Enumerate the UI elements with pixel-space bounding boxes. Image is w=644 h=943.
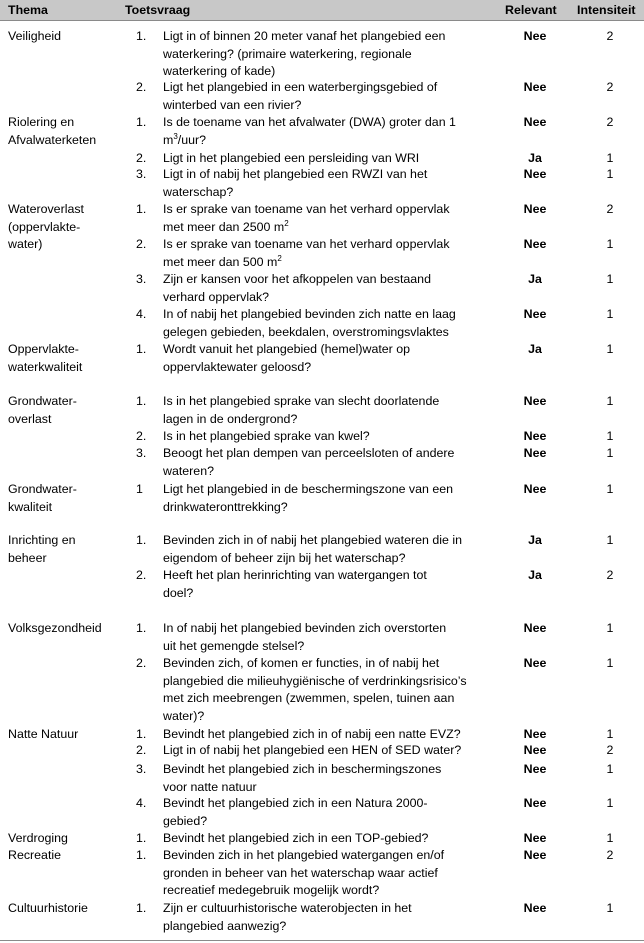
question-number: 1. <box>136 848 147 862</box>
question-text: met meer dan 2500 $m^2$ <box>163 218 289 234</box>
question-number: 2. <box>136 151 147 165</box>
relevant-value: Nee <box>523 202 547 216</box>
question-text: Heeft het plan herinrichting van watergangen tot <box>163 568 427 582</box>
question-number: 1. <box>136 533 147 547</box>
question-text: Ligt in of nabij het plangebied een RWZI van het <box>163 167 428 181</box>
relevant-value: Nee <box>523 901 547 915</box>
intensiteit-value: 1 <box>606 831 614 845</box>
question-text: Bevinden zich in of nabij het plangebied wateren die in <box>163 533 462 547</box>
question-text: waterkering of kade) <box>163 64 276 78</box>
question-text: Ligt in het plangebied een persleiding van WRI <box>163 151 420 165</box>
question-text: drinkwateronttrekking? <box>163 499 288 514</box>
intensiteit-value: 2 <box>606 848 614 862</box>
table-bottom-border <box>0 940 644 941</box>
question-text: gelegen gebieden, beekdalen, overstromingsvlaktes <box>163 324 449 339</box>
thema-label: Inrichting en <box>8 533 76 547</box>
relevant-value: Nee <box>523 29 547 43</box>
thema-label: Riolering en <box>8 115 75 129</box>
thema-label: Veiligheid <box>8 29 62 43</box>
table-header <box>0 0 644 21</box>
relevant-value: Nee <box>523 446 547 460</box>
question-text: Ligt het plangebied in een waterbergingsgebied of <box>163 80 438 94</box>
intensiteit-value: 1 <box>606 727 614 741</box>
intensiteit-value: 2 <box>606 29 614 43</box>
question-number: 2. <box>136 656 147 670</box>
question-text: met meer dan 500 $m^2$ <box>163 253 282 269</box>
question-text: gebied? <box>163 813 208 828</box>
question-number: 1. <box>136 29 147 43</box>
relevant-value: Ja <box>528 533 542 547</box>
question-text: eigendom of beheer zijn bij het waterschap? <box>163 550 406 565</box>
question-text: Is de toename van het afvalwater (DWA) groter dan 1 <box>163 115 456 129</box>
intensiteit-value: 1 <box>606 342 614 356</box>
question-text: In of nabij het plangebied bevinden zich natte en laag <box>163 307 456 321</box>
intensiteit-value: 1 <box>606 237 614 251</box>
intensiteit-value: 1 <box>606 167 614 181</box>
relevant-value: Nee <box>523 743 547 757</box>
thema-label: (oppervlakte- <box>8 219 81 234</box>
intensiteit-value: 1 <box>606 762 614 776</box>
relevant-value: Nee <box>523 727 547 741</box>
question-text: Bevindt het plangebied zich in beschermingszones <box>163 762 442 776</box>
thema-label: Natte Natuur <box>8 727 79 741</box>
thema-label: Volksgezondheid <box>8 621 102 635</box>
question-text: doel? <box>163 585 194 600</box>
thema-label: Grondwater- <box>8 482 77 496</box>
intensiteit-value: 2 <box>606 80 614 94</box>
relevant-value: Ja <box>528 272 542 286</box>
question-text: plangebied aanwezig? <box>163 918 287 933</box>
question-text: Bevinden zich, of komen er functies, in of nabij het <box>163 656 440 670</box>
header-relevant: Relevant <box>505 3 557 17</box>
thema-label: water) <box>8 237 43 251</box>
intensiteit-value: 1 <box>606 272 614 286</box>
question-text: Is in het plangebied sprake van kwel? <box>163 429 370 443</box>
question-text: gronden in beheer van het waterschap waar actief <box>163 865 438 880</box>
question-number: 2. <box>136 429 147 443</box>
relevant-value: Ja <box>528 342 542 356</box>
intensiteit-value: 1 <box>606 796 614 810</box>
intensiteit-value: 1 <box>606 621 614 635</box>
intensiteit-value: 1 <box>606 307 614 321</box>
question-text: Ligt in of binnen 20 meter vanaf het plangebied een <box>163 29 446 43</box>
thema-label: Cultuurhistorie <box>8 901 88 915</box>
relevant-value: Nee <box>523 394 547 408</box>
intensiteit-value: 1 <box>606 394 614 408</box>
thema-label: Wateroverlast <box>8 202 84 216</box>
question-text: Bevindt het plangebied zich in of nabij een natte EVZ? <box>163 727 461 741</box>
intensiteit-value: 2 <box>606 743 614 757</box>
question-number: 3. <box>136 167 147 181</box>
question-number: 1. <box>136 202 147 216</box>
thema-label: Recreatie <box>8 848 62 862</box>
question-text: plangebied die milieuhygiënische of verdrinkingsrisico’s <box>163 673 467 688</box>
question-text: Wordt vanuit het plangebied (hemel)water op <box>163 342 411 356</box>
intensiteit-value: 1 <box>606 656 614 670</box>
relevant-value: Nee <box>523 482 547 496</box>
question-number: 3. <box>136 762 147 776</box>
question-number: 2. <box>136 743 147 757</box>
header-toetsvraag: Toetsvraag <box>125 3 191 17</box>
intensiteit-value: 1 <box>606 533 614 547</box>
thema-label: waterkwaliteit <box>8 359 83 374</box>
question-text: recreatief medegebruik mogelijk wordt? <box>163 883 380 897</box>
question-number: 1. <box>136 394 147 408</box>
question-text: water)? <box>163 708 205 723</box>
intensiteit-value: 1 <box>606 429 614 443</box>
question-text: Zijn er cultuurhistorische waterobjecten in het <box>163 901 412 915</box>
question-text: Ligt het plangebied in de beschermingszone van een <box>163 482 454 496</box>
relevant-value: Nee <box>523 848 547 862</box>
question-number: 1 <box>136 482 143 496</box>
question-number: 2. <box>136 237 147 251</box>
question-text: uit het gemengde stelsel? <box>163 638 305 653</box>
question-text: lagen in de ondergrond? <box>163 411 298 426</box>
question-text: wateren? <box>163 463 214 478</box>
intensiteit-value: 2 <box>606 202 614 216</box>
intensiteit-value: 1 <box>606 901 614 915</box>
question-text: winterbed van een rivier? <box>163 97 302 112</box>
question-text: Ligt in of nabij het plangebied een HEN of SED water? <box>163 743 462 757</box>
header-intensiteit: Intensiteit <box>577 3 636 17</box>
question-number: 1. <box>136 727 147 741</box>
question-text: verhard oppervlak? <box>163 289 270 304</box>
question-number: 4. <box>136 796 147 810</box>
question-number: 1. <box>136 621 147 635</box>
relevant-value: Nee <box>523 307 547 321</box>
question-text: waterschap? <box>163 184 234 199</box>
thema-label: beheer <box>8 550 47 565</box>
intensiteit-value: 2 <box>606 115 614 129</box>
relevant-value: Nee <box>523 115 547 129</box>
question-text: Bevindt het plangebied zich in een Natura 2000- <box>163 796 428 810</box>
question-number: 1. <box>136 831 147 845</box>
relevant-value: Nee <box>523 429 547 443</box>
header-thema: Thema <box>8 3 48 17</box>
thema-label: Verdroging <box>8 831 68 845</box>
question-text: Is er sprake van toename van het verhard oppervlak <box>163 237 450 251</box>
question-text: oppervlaktewater geloosd? <box>163 359 312 374</box>
thema-label: overlast <box>8 411 52 426</box>
question-text: Beoogt het plan dempen van perceelsloten of andere <box>163 446 455 460</box>
question-text: waterkering? (primaire waterkering, regionale <box>163 46 412 61</box>
relevant-value: Nee <box>523 656 547 670</box>
question-text: Bevindt het plangebied zich in een TOP-gebied? <box>163 831 429 845</box>
intensiteit-value: 1 <box>606 482 614 496</box>
question-text: In of nabij het plangebied bevinden zich overstorten <box>163 621 447 635</box>
intensiteit-value: 2 <box>606 568 614 582</box>
question-text: Bevinden zich in het plangebied watergangen en/of <box>163 848 445 862</box>
question-text: voor natte natuur <box>163 779 257 794</box>
question-number: 1. <box>136 115 147 129</box>
relevant-value: Nee <box>523 621 547 635</box>
relevant-value: Ja <box>528 568 542 582</box>
relevant-value: Nee <box>523 762 547 776</box>
question-number: 4. <box>136 307 147 321</box>
question-number: 1. <box>136 901 147 915</box>
thema-label: kwaliteit <box>8 499 53 514</box>
question-text: met zich meebrengen (zwemmen, spelen, tuinen aan <box>163 691 455 705</box>
thema-label: Grondwater- <box>8 394 77 408</box>
question-number: 3. <box>136 446 147 460</box>
relevant-value: Nee <box>523 796 547 810</box>
relevant-value: Nee <box>523 167 547 181</box>
relevant-value: Ja <box>528 151 542 165</box>
question-text: Zijn er kansen voor het afkoppelen van bestaand <box>163 272 431 286</box>
thema-label: Afvalwaterketen <box>8 132 97 147</box>
relevant-value: Nee <box>523 80 547 94</box>
relevant-value: Nee <box>523 237 547 251</box>
intensiteit-value: 1 <box>606 446 614 460</box>
question-number: 2. <box>136 80 147 94</box>
question-number: 2. <box>136 568 147 582</box>
question-text: Is in het plangebied sprake van slecht doorlatende <box>163 394 440 408</box>
question-number: 1. <box>136 342 147 356</box>
thema-label: Oppervlakte- <box>8 342 79 356</box>
question-text: $m^3$/uur? <box>163 131 207 147</box>
question-text: Is er sprake van toename van het verhard oppervlak <box>163 202 450 216</box>
question-number: 3. <box>136 272 147 286</box>
relevant-value: Nee <box>523 831 547 845</box>
intensiteit-value: 1 <box>606 151 614 165</box>
